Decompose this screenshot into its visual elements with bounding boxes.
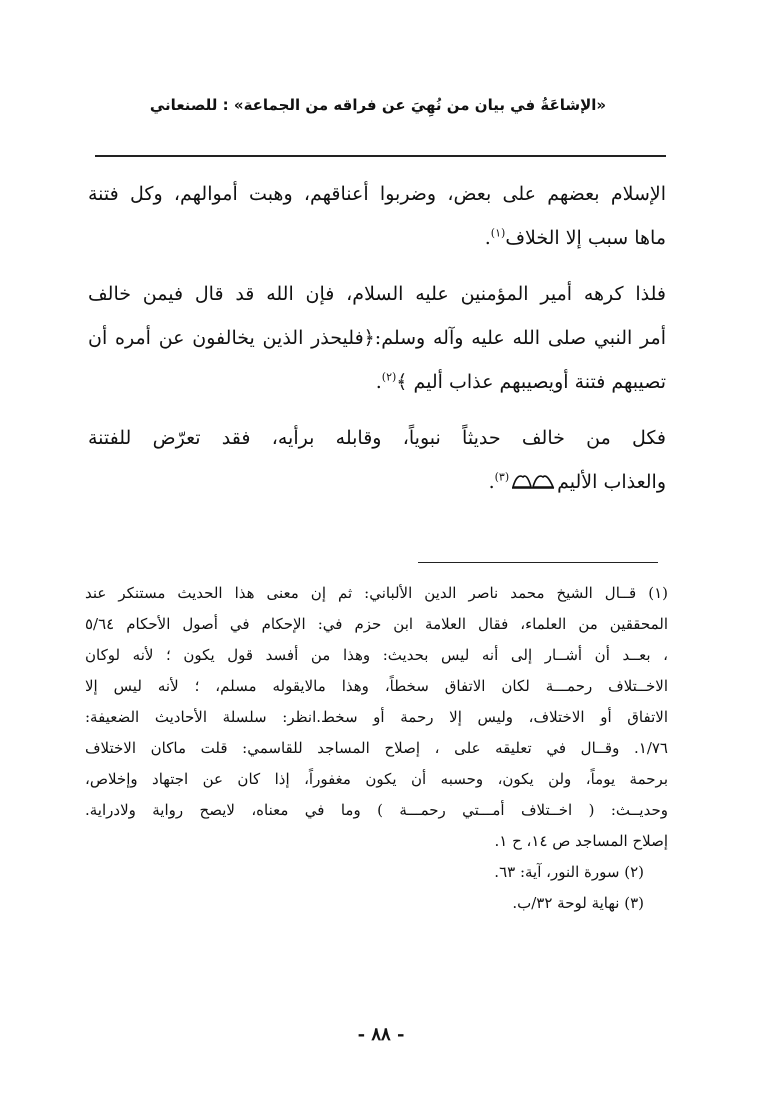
footnote-1-line: ١/٧٦. وقــال في تعليقه على ، إصلاح المساجد للقاسمي: قلت ماكان الاختلاف	[85, 739, 668, 757]
paragraph-1-line-2-end: .	[484, 227, 491, 249]
footnotes	[85, 578, 668, 919]
footnote-2: (٢) سورة النور، آية: ٦٣.	[494, 863, 644, 881]
running-header	[90, 96, 666, 114]
footnote-1-line: المحققين من العلماء، فقال العلامة ابن حزم في: الإحكام في أصول الأحكام ٥/٦٤	[85, 615, 668, 633]
paragraph-3-line-2-end: .	[488, 471, 495, 493]
paragraph-2-line-3	[88, 360, 666, 404]
footnote-1-line: (١) قــال الشيخ محمد ناصر الدين الألباني: ثم إن معنى هذا الحديث مستنكر عند	[85, 584, 668, 602]
running-header-title: «الإشاعَةُ في بيان من نُهِيَ عن فراقه من الجماعة» : للصنعاني	[149, 96, 607, 114]
paragraph-2-line-1: فلذا كرهه أمير المؤمنين عليه السلام، فإن الله قد قال فيمن خالف	[88, 283, 666, 305]
footnote-3: (٣) نهاية لوحة ٣٢/ب.	[512, 894, 644, 912]
paragraph-1-line-1: الإسلام بعضهم على بعض، وضربوا أعناقهم، وهبت أموالهم، وكل فتنة	[88, 183, 666, 205]
footnote-rule	[418, 562, 658, 563]
paragraph-3-line-2-text: والعذاب الأليم	[557, 471, 666, 493]
paragraph-2-line-3-end: .	[375, 371, 382, 393]
honorific-glyph-icon	[511, 471, 555, 491]
footnote-1-line: الاخــتلاف رحمـــة لكان الاتفاق سخطاً، وهذا مالايقوله مسلم، ؛ لأنه ليس إلا	[85, 677, 668, 695]
paragraph-1-line-2-text: ماها سبب إلا الخلاف	[505, 227, 666, 249]
paragraph-1-line-2	[88, 216, 666, 260]
footnote-1-line: وحديــث: ( اخــتلاف أمـــتي رحمـــة ) وما في معناه، لايصح رواية ولادراية.	[85, 801, 668, 819]
footnote-ref-3: (٣)	[494, 470, 510, 484]
footnote-ref-1: (١)	[490, 226, 506, 240]
page-number: - ٨٨ -	[357, 1024, 405, 1045]
header-rule	[95, 155, 666, 157]
paragraph-2-line-2: أمر النبي صلى الله عليه وآله وسلم:﴿فليحذر الذين يخالفون عن أمره أن	[88, 327, 666, 349]
paragraph-1	[88, 172, 666, 260]
footnote-1-line: ، بعــد أن أشــار إلى أنه ليس بحديث: وهذا من أفسد قول يكون ؛ لأنه لوكان	[85, 646, 668, 664]
paragraph-2	[88, 272, 666, 404]
footnote-1-line: إصلاح المساجد ص ١٤، ح ١.	[494, 832, 668, 850]
paragraph-2-line-3-text: تصيبهم فتنة أويصيبهم عذاب أليم ﴾	[396, 371, 666, 393]
paragraph-3	[88, 416, 666, 504]
footnote-1-line: برحمة يوماً، ولن يكون، وحسبه أن يكون مغفوراً، إذا كان عن اجتهاد وإخلاص،	[85, 770, 668, 788]
footnote-1-line: الاتفاق أو الاختلاف، وليس إلا رحمة أو سخط.انظر: سلسلة الأحاديث الضعيفة:	[85, 708, 668, 726]
paragraph-3-line-1: فكل من خالف حديثاً نبوياً، وقابله برأيه، فقد تعرّض للفتنة	[88, 427, 666, 449]
footnote-ref-2: (٢)	[381, 370, 397, 384]
paragraph-3-line-2	[88, 460, 666, 504]
footnote-1	[85, 578, 668, 857]
